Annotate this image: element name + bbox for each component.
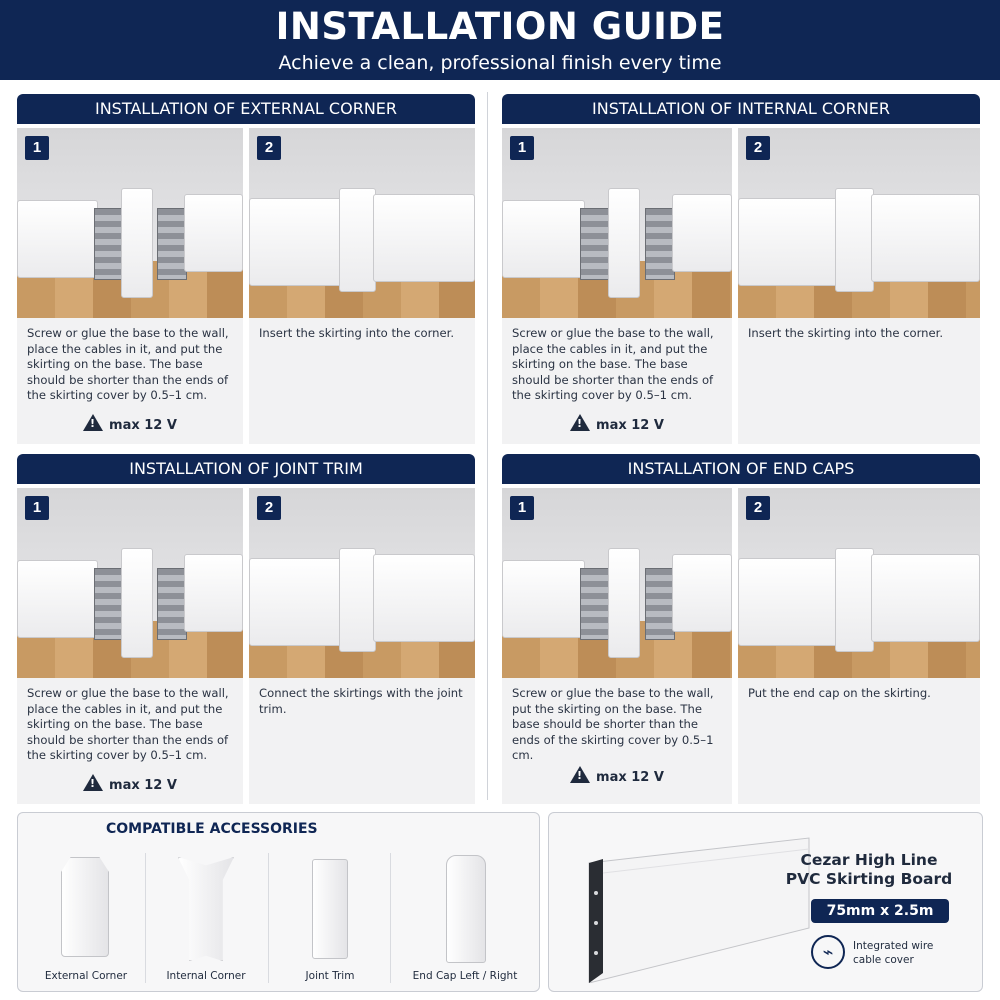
skirting-board xyxy=(184,194,243,272)
step-number: 2 xyxy=(257,496,281,520)
step-description: Insert the skirting into the corner. xyxy=(259,326,455,340)
skirting-board xyxy=(871,194,980,282)
step-panel xyxy=(17,488,243,804)
accessory-external-corner xyxy=(26,853,146,988)
connector-piece xyxy=(339,188,375,292)
page-title: INSTALLATION GUIDE xyxy=(275,5,725,48)
connector-piece xyxy=(608,188,640,298)
skirting-board xyxy=(17,200,98,278)
step-panel xyxy=(17,128,243,444)
product-panel xyxy=(548,812,983,992)
external-corner-image xyxy=(61,857,109,957)
product-name-line1: Cezar High Line xyxy=(800,851,938,869)
warning-text: max 12 V xyxy=(596,418,664,433)
step-description: Screw or glue the base to the wall, put the skirting on the base. The base should be shorter than the ends of the skirting cover by 0.5–1 cm. xyxy=(512,686,714,763)
warning-icon xyxy=(570,766,590,783)
accessory-label: Internal Corner xyxy=(166,970,246,982)
voltage-warning xyxy=(17,414,243,433)
section-joint-trim xyxy=(17,454,475,804)
warning-text: max 12 V xyxy=(109,418,177,433)
step-panels xyxy=(502,128,980,444)
step-photo xyxy=(502,488,732,678)
mounting-base xyxy=(645,208,675,280)
step-description: Screw or glue the base to the wall, place the cables in it, and put the skirting on the base. The base should be shorter than the ends of the skirting cover by 0.5–1 cm. xyxy=(27,686,229,763)
step-panel xyxy=(249,128,475,444)
skirting-board xyxy=(738,198,849,286)
skirting-board xyxy=(502,560,585,638)
column-divider xyxy=(487,92,488,800)
accessory-joint-trim xyxy=(270,853,390,988)
end-cap-image xyxy=(446,855,486,963)
accessory-end-cap xyxy=(390,853,540,988)
step-number: 2 xyxy=(257,136,281,160)
step-description: Insert the skirting into the corner. xyxy=(748,326,944,340)
skirting-board xyxy=(184,554,243,632)
step-photo xyxy=(502,128,732,318)
mounting-base xyxy=(580,208,610,280)
step-number: 1 xyxy=(510,136,534,160)
skirting-board xyxy=(502,200,585,278)
step-description: Screw or glue the base to the wall, place the cables in it, and put the skirting on the base. The base should be shorter than the ends of the skirting cover by 0.5–1 cm. xyxy=(512,326,714,403)
mounting-base xyxy=(157,568,187,640)
accessory-label: External Corner xyxy=(44,970,128,982)
mounting-base xyxy=(157,208,187,280)
skirting-board xyxy=(672,554,732,632)
step-number: 1 xyxy=(25,136,49,160)
mounting-base xyxy=(94,208,124,280)
feature-line2: cable cover xyxy=(853,954,914,966)
section-title: INSTALLATION OF END CAPS xyxy=(502,454,980,484)
section-end-caps xyxy=(502,454,980,804)
skirting-board xyxy=(249,558,353,646)
step-panel xyxy=(738,128,980,444)
internal-corner-image xyxy=(178,857,234,961)
header-banner xyxy=(0,0,1000,80)
connector-piece xyxy=(121,188,153,298)
step-number: 2 xyxy=(746,496,770,520)
step-photo xyxy=(738,128,980,318)
step-panels xyxy=(17,488,475,804)
connector-piece xyxy=(835,188,874,292)
page-subtitle: Achieve a clean, professional finish every time xyxy=(278,52,722,74)
step-photo xyxy=(17,488,243,678)
step-photo xyxy=(249,488,475,678)
warning-icon xyxy=(83,414,103,431)
section-title: INSTALLATION OF JOINT TRIM xyxy=(17,454,475,484)
step-panel xyxy=(249,488,475,804)
step-photo xyxy=(249,128,475,318)
voltage-warning xyxy=(502,766,732,785)
step-panel xyxy=(502,128,732,444)
connector-piece xyxy=(339,548,375,652)
step-number: 1 xyxy=(510,496,534,520)
product-name-line2: PVC Skirting Board xyxy=(785,870,953,888)
mounting-base xyxy=(94,568,124,640)
step-description: Put the end cap on the skirting. xyxy=(748,686,931,700)
connector-piece xyxy=(835,548,874,652)
compatible-accessories-panel xyxy=(17,812,540,992)
step-photo xyxy=(738,488,980,678)
step-panels xyxy=(17,128,475,444)
step-number: 1 xyxy=(25,496,49,520)
skirting-board xyxy=(871,554,980,642)
connector-piece xyxy=(608,548,640,658)
step-panels xyxy=(502,488,980,804)
step-description: Connect the skirtings with the joint trim. xyxy=(259,686,463,716)
step-description: Screw or glue the base to the wall, place the cables in it, and put the skirting on the base. The base should be shorter than the ends of the skirting cover by 0.5–1 cm. xyxy=(27,326,229,403)
section-external-corner xyxy=(17,94,475,444)
warning-text: max 12 V xyxy=(596,770,664,785)
step-panel xyxy=(738,488,980,804)
section-title: INSTALLATION OF EXTERNAL CORNER xyxy=(17,94,475,124)
feature-line1: Integrated wire xyxy=(853,940,934,952)
warning-text: max 12 V xyxy=(109,778,177,793)
step-photo xyxy=(17,128,243,318)
mounting-base xyxy=(645,568,675,640)
skirting-board xyxy=(373,194,475,282)
voltage-warning xyxy=(502,414,732,433)
skirting-board xyxy=(672,194,732,272)
accessory-divider xyxy=(268,853,269,983)
product-name xyxy=(779,851,959,889)
skirting-board xyxy=(738,558,849,646)
section-internal-corner xyxy=(502,94,980,444)
accessory-label: Joint Trim xyxy=(305,970,355,982)
accessory-label: End Cap Left / Right xyxy=(412,970,518,982)
cable-feature-text xyxy=(853,939,933,967)
voltage-warning xyxy=(17,774,243,793)
warning-icon xyxy=(570,414,590,431)
section-title: INSTALLATION OF INTERNAL CORNER xyxy=(502,94,980,124)
skirting-board xyxy=(17,560,98,638)
cable-icon: ⌁ xyxy=(811,935,845,969)
size-badge: 75mm x 2.5m xyxy=(811,899,949,923)
warning-icon xyxy=(83,774,103,791)
step-number: 2 xyxy=(746,136,770,160)
skirting-board xyxy=(249,198,353,286)
step-panel xyxy=(502,488,732,804)
accessory-internal-corner xyxy=(146,853,266,988)
mounting-base xyxy=(580,568,610,640)
connector-piece xyxy=(121,548,153,658)
skirting-board xyxy=(373,554,475,642)
joint-trim-image xyxy=(312,859,348,959)
accessories-title: COMPATIBLE ACCESSORIES xyxy=(106,821,318,837)
